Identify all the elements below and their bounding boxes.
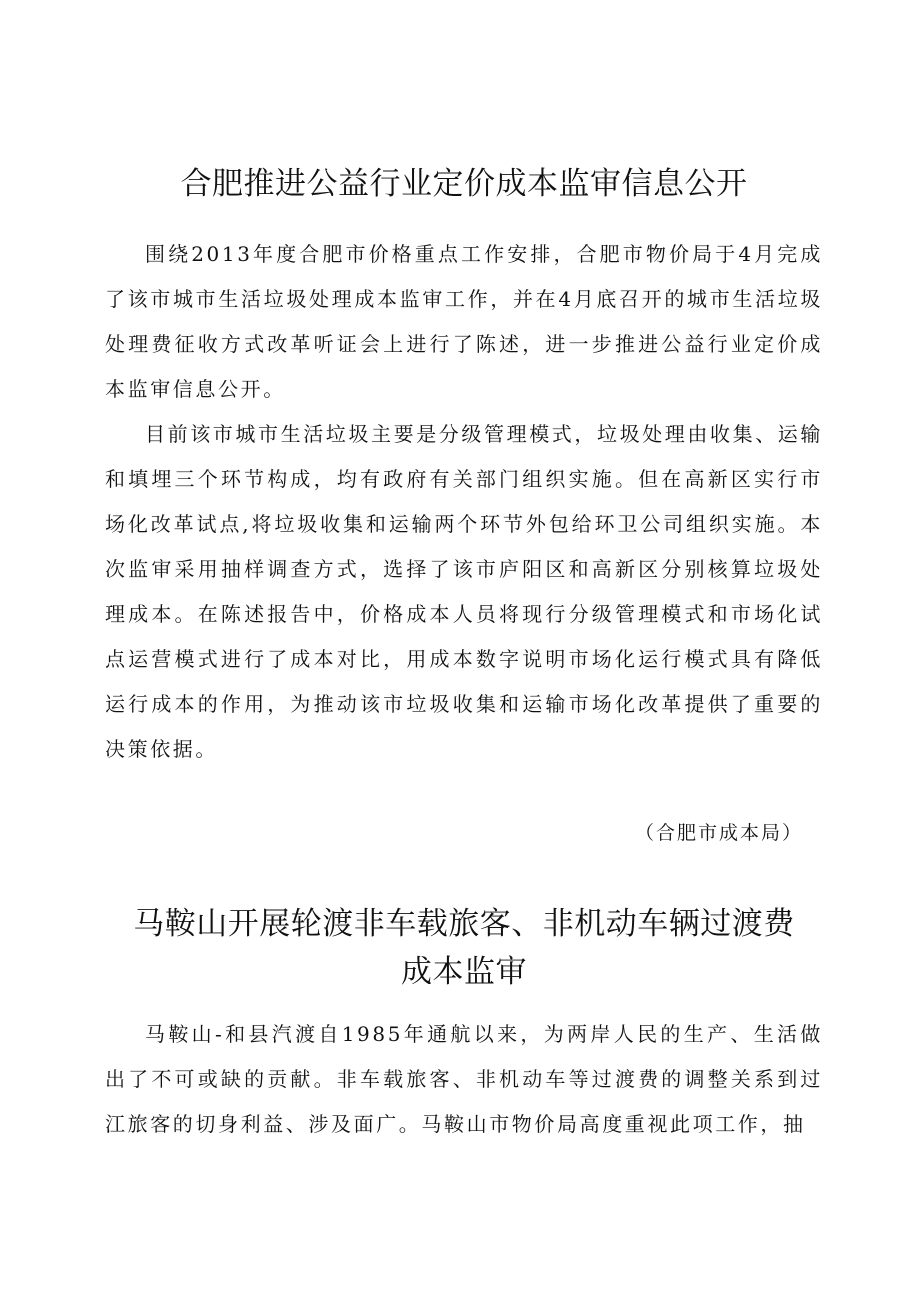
section-body <box>105 1012 823 1147</box>
paragraph: 围绕2013年度合肥市价格重点工作安排，合肥市物价局于4月完成了该市城市生活垃圾处理成本监审工作，并在4月底召开的城市生活垃圾处理费征收方式改革听证会上进行了陈述，进一步推进公益行业定价成本监审信息公开。 <box>105 242 823 401</box>
section-body <box>105 232 823 772</box>
section-title-line: 成本监审 <box>401 954 527 990</box>
section-title: 合肥推进公益行业定价成本监审信息公开 <box>180 166 748 202</box>
source-attribution: （合肥市成本局） <box>634 822 803 844</box>
paragraph: 马鞍山-和县汽渡自1985年通航以来，为两岸人民的生产、生活做出了不可或缺的贡献。非车载旅客、非机动车等过渡费的调整关系到过江旅客的切身利益、涉及面广。马鞍山市物价局高度重视此项工作，抽 <box>105 1022 823 1136</box>
section-title <box>105 900 823 996</box>
section-title-line: 马鞍山开展轮渡非车载旅客、非机动车辆过渡费 <box>133 906 795 942</box>
paragraph: 目前该市城市生活垃圾主要是分级管理模式，垃圾处理由收集、运输和填埋三个环节构成，均有政府有关部门组织实施。但在高新区实行市场化改革试点,将垃圾收集和运输两个环节外包给环卫公司组织实施。本次监审采用抽样调查方式，选择了该市庐阳区和高新区分别核算垃圾处理成本。在陈述报告中，价格成本人员将现行分级管理模式和市场化试点运营模式进行了成本对比，用成本数字说明市场化运行模式具有降低运行成本的作用，为推动该市垃圾收集和运输市场化改革提供了重要的决策依据。 <box>105 422 823 761</box>
